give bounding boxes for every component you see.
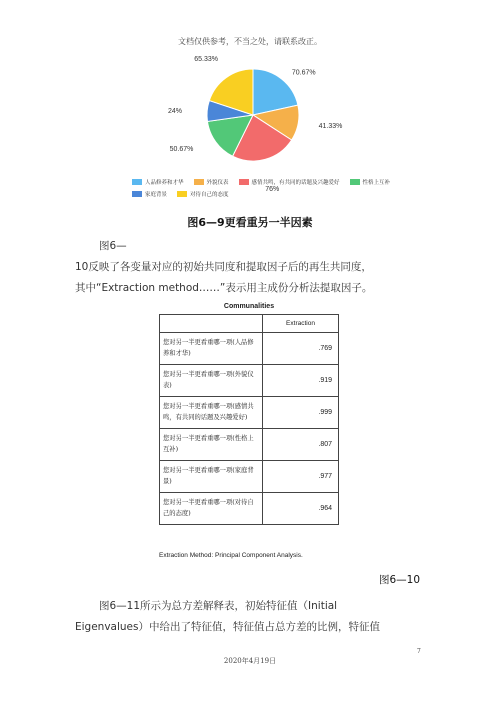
- pie-data-label: 70.67%: [291, 69, 316, 77]
- legend-label: 家庭背景: [145, 192, 168, 198]
- pie-data-label: 65.33%: [194, 56, 218, 64]
- legend-label: 性格上互补: [362, 180, 391, 186]
- header-note: 文档仅供参考，不当之处，请联系改正。: [178, 37, 322, 46]
- row-label: 您对另一半更看重哪一项(家庭背景): [160, 461, 263, 493]
- paragraph-1-line-3: 其中“Extraction method……”表示用主成份分析法提取因子。: [75, 282, 373, 294]
- row-value: .977: [263, 461, 339, 493]
- row-label: 您对另一半更看重哪一项(感情共鸣，有共同的话题及兴趣爱好): [160, 397, 263, 429]
- legend-item: [239, 178, 340, 186]
- row-label: 您对另一半更看重哪一项(对待自己的态度): [160, 493, 263, 525]
- row-value: .964: [263, 493, 339, 525]
- pie-data-label: 50.67%: [169, 145, 194, 153]
- paragraph-1-line-1: 图6—: [99, 240, 127, 252]
- pie-data-label: 24%: [167, 107, 182, 115]
- paragraph-2-line-2: Eigenvalues）中给出了特征值，特征值占总方差的比例，特征值: [75, 621, 380, 633]
- table-title: Communalities: [223, 303, 275, 310]
- footer-date: 2020年4月19日: [223, 657, 277, 665]
- row-label: 您对另一半更看重哪一项(性格上互补): [160, 429, 263, 461]
- pie-data-label: 41.33%: [318, 122, 343, 130]
- legend-item: [350, 178, 391, 186]
- paragraph-1: [75, 236, 445, 299]
- table-row: [160, 461, 339, 493]
- legend-label: 对待自己的态度: [190, 192, 229, 198]
- legend-swatch: [239, 179, 249, 185]
- row-value: .807: [263, 429, 339, 461]
- table-row: [160, 493, 339, 525]
- table-row: [160, 397, 339, 429]
- page-number: 7: [417, 648, 421, 655]
- row-value: .919: [263, 365, 339, 397]
- table-row: [160, 333, 339, 365]
- paragraph-2: [75, 596, 445, 638]
- legend-swatch: [132, 191, 142, 197]
- legend-item: [132, 190, 167, 198]
- paragraph-2-line-1: 图6—11所示为总方差解释表，初始特征值（Initial: [99, 600, 338, 612]
- legend-item: [132, 178, 184, 186]
- legend-item: [177, 190, 229, 198]
- table-row: [160, 429, 339, 461]
- row-label: 您对另一半更看重哪一项(人品修养和才华): [160, 333, 263, 365]
- table-header-blank: [160, 315, 263, 333]
- legend-swatch: [132, 179, 142, 185]
- table-header-row: [160, 315, 339, 333]
- communalities-table: [159, 314, 339, 525]
- legend-label: 人品修养和才华: [145, 180, 184, 186]
- table-header-extraction: Extraction: [263, 315, 339, 333]
- figure-2-title: 图6—10: [378, 574, 420, 586]
- legend-swatch: [177, 191, 187, 197]
- row-label: 您对另一半更看重哪一项(外貌仪表): [160, 365, 263, 397]
- figure-title: 图6—9更看重另一半因素: [187, 216, 313, 229]
- row-value: .999: [263, 397, 339, 429]
- legend-swatch: [194, 179, 204, 185]
- legend-swatch: [350, 179, 360, 185]
- row-value: .769: [263, 333, 339, 365]
- table-footnote: Extraction Method: Principal Component Analysis.: [159, 552, 303, 559]
- pie-data-label: 76%: [265, 186, 280, 194]
- paragraph-1-line-2: 10反映了各变量对应的初始共同度和提取因子后的再生共同度，: [75, 261, 372, 273]
- chart-legend: [132, 178, 392, 198]
- legend-item: [194, 178, 229, 186]
- legend-label: 外貌仪表: [206, 180, 229, 186]
- legend-label: 感情共鸣，有共同的话题及兴趣爱好: [251, 180, 340, 186]
- table-row: [160, 365, 339, 397]
